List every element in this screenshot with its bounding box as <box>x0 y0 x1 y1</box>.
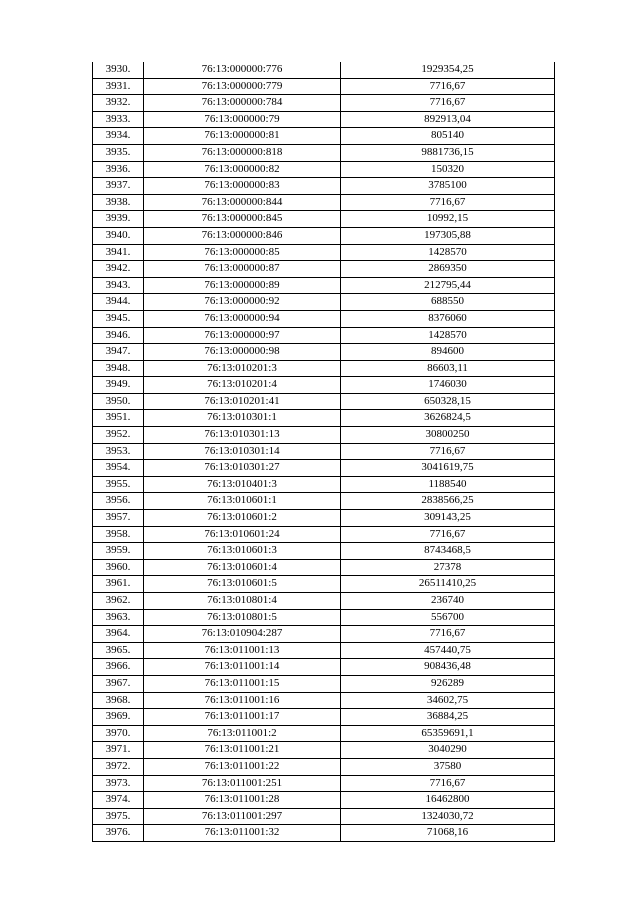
cadastral-value-cell: 2838566,25 <box>341 493 555 510</box>
row-number-cell: 3934. <box>93 128 144 145</box>
row-number-cell: 3976. <box>93 825 144 842</box>
table-row <box>93 742 555 759</box>
cadastral-value-cell: 688550 <box>341 294 555 311</box>
table-row <box>93 792 555 809</box>
row-number-cell: 3938. <box>93 194 144 211</box>
cadastral-value-cell: 7716,67 <box>341 78 555 95</box>
cadastral-value-cell: 1929354,25 <box>341 62 555 78</box>
row-number-cell: 3930. <box>93 62 144 78</box>
row-number-cell: 3970. <box>93 725 144 742</box>
cadastral-value-cell: 457440,75 <box>341 642 555 659</box>
cadastral-value-cell: 7716,67 <box>341 95 555 112</box>
cadastral-value-cell: 71068,16 <box>341 825 555 842</box>
cadastral-number-cell: 76:13:000000:779 <box>144 78 341 95</box>
table-row <box>93 227 555 244</box>
row-number-cell: 3951. <box>93 410 144 427</box>
row-number-cell: 3949. <box>93 377 144 394</box>
table-row <box>93 111 555 128</box>
row-number-cell: 3947. <box>93 344 144 361</box>
row-number-cell: 3969. <box>93 709 144 726</box>
cadastral-value-cell: 1188540 <box>341 476 555 493</box>
row-number-cell: 3975. <box>93 808 144 825</box>
table-row <box>93 808 555 825</box>
table-row <box>93 78 555 95</box>
cadastral-value-cell: 8376060 <box>341 310 555 327</box>
cadastral-value-cell: 150320 <box>341 161 555 178</box>
table-row <box>93 725 555 742</box>
table-row <box>93 476 555 493</box>
cadastral-number-cell: 76:13:010601:2 <box>144 510 341 527</box>
cadastral-value-cell: 892913,04 <box>341 111 555 128</box>
cadastral-number-cell: 76:13:000000:818 <box>144 144 341 161</box>
cadastral-value-cell: 65359691,1 <box>341 725 555 742</box>
row-number-cell: 3964. <box>93 626 144 643</box>
table-row <box>93 526 555 543</box>
cadastral-number-cell: 76:13:010201:4 <box>144 377 341 394</box>
table-row <box>93 144 555 161</box>
cadastral-value-cell: 10992,15 <box>341 211 555 228</box>
table-row <box>93 95 555 112</box>
cadastral-value-cell: 2869350 <box>341 261 555 278</box>
cadastral-number-cell: 76:13:010801:4 <box>144 593 341 610</box>
cadastral-value-cell: 26511410,25 <box>341 576 555 593</box>
cadastral-value-cell: 926289 <box>341 675 555 692</box>
cadastral-value-cell: 3041619,75 <box>341 460 555 477</box>
cadastral-value-cell: 7716,67 <box>341 775 555 792</box>
cadastral-value-cell: 1324030,72 <box>341 808 555 825</box>
cadastral-number-cell: 76:13:000000:85 <box>144 244 341 261</box>
cadastral-number-cell: 76:13:000000:83 <box>144 178 341 195</box>
cadastral-number-cell: 76:13:011001:15 <box>144 675 341 692</box>
row-number-cell: 3931. <box>93 78 144 95</box>
cadastral-number-cell: 76:13:010201:3 <box>144 360 341 377</box>
table-row <box>93 675 555 692</box>
cadastral-value-cell: 908436,48 <box>341 659 555 676</box>
table-row <box>93 128 555 145</box>
row-number-cell: 3957. <box>93 510 144 527</box>
table-row <box>93 825 555 842</box>
table-row <box>93 310 555 327</box>
row-number-cell: 3936. <box>93 161 144 178</box>
table-row <box>93 493 555 510</box>
cadastral-number-cell: 76:13:010301:1 <box>144 410 341 427</box>
table-row <box>93 62 555 78</box>
table-row <box>93 443 555 460</box>
row-number-cell: 3942. <box>93 261 144 278</box>
row-number-cell: 3944. <box>93 294 144 311</box>
table-row <box>93 609 555 626</box>
cadastral-value-cell: 37580 <box>341 758 555 775</box>
cadastral-value-cell: 805140 <box>341 128 555 145</box>
row-number-cell: 3933. <box>93 111 144 128</box>
table-row <box>93 659 555 676</box>
row-number-cell: 3948. <box>93 360 144 377</box>
table-row <box>93 360 555 377</box>
cadastral-value-cell: 556700 <box>341 609 555 626</box>
row-number-cell: 3953. <box>93 443 144 460</box>
row-number-cell: 3954. <box>93 460 144 477</box>
cadastral-value-cell: 236740 <box>341 593 555 610</box>
cadastral-value-cell: 86603,11 <box>341 360 555 377</box>
table-row <box>93 194 555 211</box>
cadastral-number-cell: 76:13:000000:844 <box>144 194 341 211</box>
row-number-cell: 3963. <box>93 609 144 626</box>
cadastral-number-cell: 76:13:000000:846 <box>144 227 341 244</box>
cadastral-number-cell: 76:13:011001:32 <box>144 825 341 842</box>
row-number-cell: 3955. <box>93 476 144 493</box>
cadastral-number-cell: 76:13:011001:28 <box>144 792 341 809</box>
row-number-cell: 3962. <box>93 593 144 610</box>
table-row <box>93 327 555 344</box>
cadastral-value-cell: 1428570 <box>341 327 555 344</box>
row-number-cell: 3958. <box>93 526 144 543</box>
cadastral-number-cell: 76:13:010904:287 <box>144 626 341 643</box>
table-row <box>93 294 555 311</box>
table-row <box>93 211 555 228</box>
table-row <box>93 510 555 527</box>
table-row <box>93 543 555 560</box>
table-row <box>93 758 555 775</box>
cadastral-value-cell: 7716,67 <box>341 194 555 211</box>
cadastral-number-cell: 76:13:000000:845 <box>144 211 341 228</box>
row-number-cell: 3945. <box>93 310 144 327</box>
cadastral-number-cell: 76:13:000000:79 <box>144 111 341 128</box>
row-number-cell: 3968. <box>93 692 144 709</box>
row-number-cell: 3952. <box>93 427 144 444</box>
table-row <box>93 593 555 610</box>
cadastral-value-cell: 309143,25 <box>341 510 555 527</box>
cadastral-number-cell: 76:13:000000:776 <box>144 62 341 78</box>
cadastral-value-cell: 27378 <box>341 559 555 576</box>
table-row <box>93 393 555 410</box>
cadastral-value-cell: 650328,15 <box>341 393 555 410</box>
cadastral-number-cell: 76:13:011001:16 <box>144 692 341 709</box>
cadastral-value-cell: 3785100 <box>341 178 555 195</box>
cadastral-number-cell: 76:13:011001:17 <box>144 709 341 726</box>
cadastral-number-cell: 76:13:000000:97 <box>144 327 341 344</box>
cadastral-number-cell: 76:13:010301:13 <box>144 427 341 444</box>
cadastral-value-cell: 894600 <box>341 344 555 361</box>
cadastral-value-cell: 7716,67 <box>341 526 555 543</box>
table-row <box>93 261 555 278</box>
cadastral-number-cell: 76:13:010801:5 <box>144 609 341 626</box>
row-number-cell: 3940. <box>93 227 144 244</box>
cadastral-number-cell: 76:13:000000:89 <box>144 277 341 294</box>
cadastral-number-cell: 76:13:000000:98 <box>144 344 341 361</box>
cadastral-number-cell: 76:13:000000:784 <box>144 95 341 112</box>
row-number-cell: 3932. <box>93 95 144 112</box>
cadastral-number-cell: 76:13:011001:2 <box>144 725 341 742</box>
cadastral-number-cell: 76:13:000000:92 <box>144 294 341 311</box>
cadastral-number-cell: 76:13:000000:87 <box>144 261 341 278</box>
row-number-cell: 3950. <box>93 393 144 410</box>
cadastral-number-cell: 76:13:011001:22 <box>144 758 341 775</box>
cadastral-number-cell: 76:13:010401:3 <box>144 476 341 493</box>
cadastral-value-cell: 36884,25 <box>341 709 555 726</box>
table-row <box>93 427 555 444</box>
cadastral-number-cell: 76:13:011001:251 <box>144 775 341 792</box>
table-row <box>93 410 555 427</box>
cadastral-value-cell: 1428570 <box>341 244 555 261</box>
row-number-cell: 3946. <box>93 327 144 344</box>
cadastral-value-cell: 3040290 <box>341 742 555 759</box>
table-row <box>93 692 555 709</box>
table-row <box>93 642 555 659</box>
table-row <box>93 277 555 294</box>
row-number-cell: 3973. <box>93 775 144 792</box>
table-row <box>93 576 555 593</box>
cadastral-number-cell: 76:13:011001:21 <box>144 742 341 759</box>
cadastral-value-table <box>92 62 555 842</box>
row-number-cell: 3959. <box>93 543 144 560</box>
cadastral-number-cell: 76:13:010301:27 <box>144 460 341 477</box>
row-number-cell: 3965. <box>93 642 144 659</box>
table-row <box>93 178 555 195</box>
cadastral-value-cell: 9881736,15 <box>341 144 555 161</box>
row-number-cell: 3961. <box>93 576 144 593</box>
cadastral-value-cell: 30800250 <box>341 427 555 444</box>
row-number-cell: 3971. <box>93 742 144 759</box>
row-number-cell: 3967. <box>93 675 144 692</box>
cadastral-number-cell: 76:13:010301:14 <box>144 443 341 460</box>
cadastral-value-cell: 7716,67 <box>341 443 555 460</box>
cadastral-number-cell: 76:13:010201:41 <box>144 393 341 410</box>
cadastral-value-cell: 212795,44 <box>341 277 555 294</box>
cadastral-number-cell: 76:13:011001:14 <box>144 659 341 676</box>
cadastral-number-cell: 76:13:000000:82 <box>144 161 341 178</box>
row-number-cell: 3974. <box>93 792 144 809</box>
table-row <box>93 775 555 792</box>
cadastral-number-cell: 76:13:010601:5 <box>144 576 341 593</box>
row-number-cell: 3960. <box>93 559 144 576</box>
cadastral-value-cell: 197305,88 <box>341 227 555 244</box>
cadastral-value-cell: 8743468,5 <box>341 543 555 560</box>
row-number-cell: 3943. <box>93 277 144 294</box>
row-number-cell: 3956. <box>93 493 144 510</box>
table-row <box>93 626 555 643</box>
row-number-cell: 3939. <box>93 211 144 228</box>
table-row <box>93 344 555 361</box>
cadastral-number-cell: 76:13:010601:3 <box>144 543 341 560</box>
cadastral-value-cell: 3626824,5 <box>341 410 555 427</box>
table-row <box>93 377 555 394</box>
cadastral-number-cell: 76:13:010601:24 <box>144 526 341 543</box>
cadastral-value-cell: 1746030 <box>341 377 555 394</box>
row-number-cell: 3937. <box>93 178 144 195</box>
row-number-cell: 3935. <box>93 144 144 161</box>
cadastral-number-cell: 76:13:010601:4 <box>144 559 341 576</box>
table-row <box>93 244 555 261</box>
table-row <box>93 559 555 576</box>
cadastral-number-cell: 76:13:011001:13 <box>144 642 341 659</box>
table-row <box>93 161 555 178</box>
cadastral-value-cell: 7716,67 <box>341 626 555 643</box>
cadastral-number-cell: 76:13:011001:297 <box>144 808 341 825</box>
table-row <box>93 709 555 726</box>
cadastral-value-cell: 34602,75 <box>341 692 555 709</box>
cadastral-value-cell: 16462800 <box>341 792 555 809</box>
table-row <box>93 460 555 477</box>
row-number-cell: 3966. <box>93 659 144 676</box>
row-number-cell: 3972. <box>93 758 144 775</box>
cadastral-number-cell: 76:13:000000:81 <box>144 128 341 145</box>
cadastral-number-cell: 76:13:010601:1 <box>144 493 341 510</box>
table-body <box>93 62 555 841</box>
row-number-cell: 3941. <box>93 244 144 261</box>
cadastral-number-cell: 76:13:000000:94 <box>144 310 341 327</box>
